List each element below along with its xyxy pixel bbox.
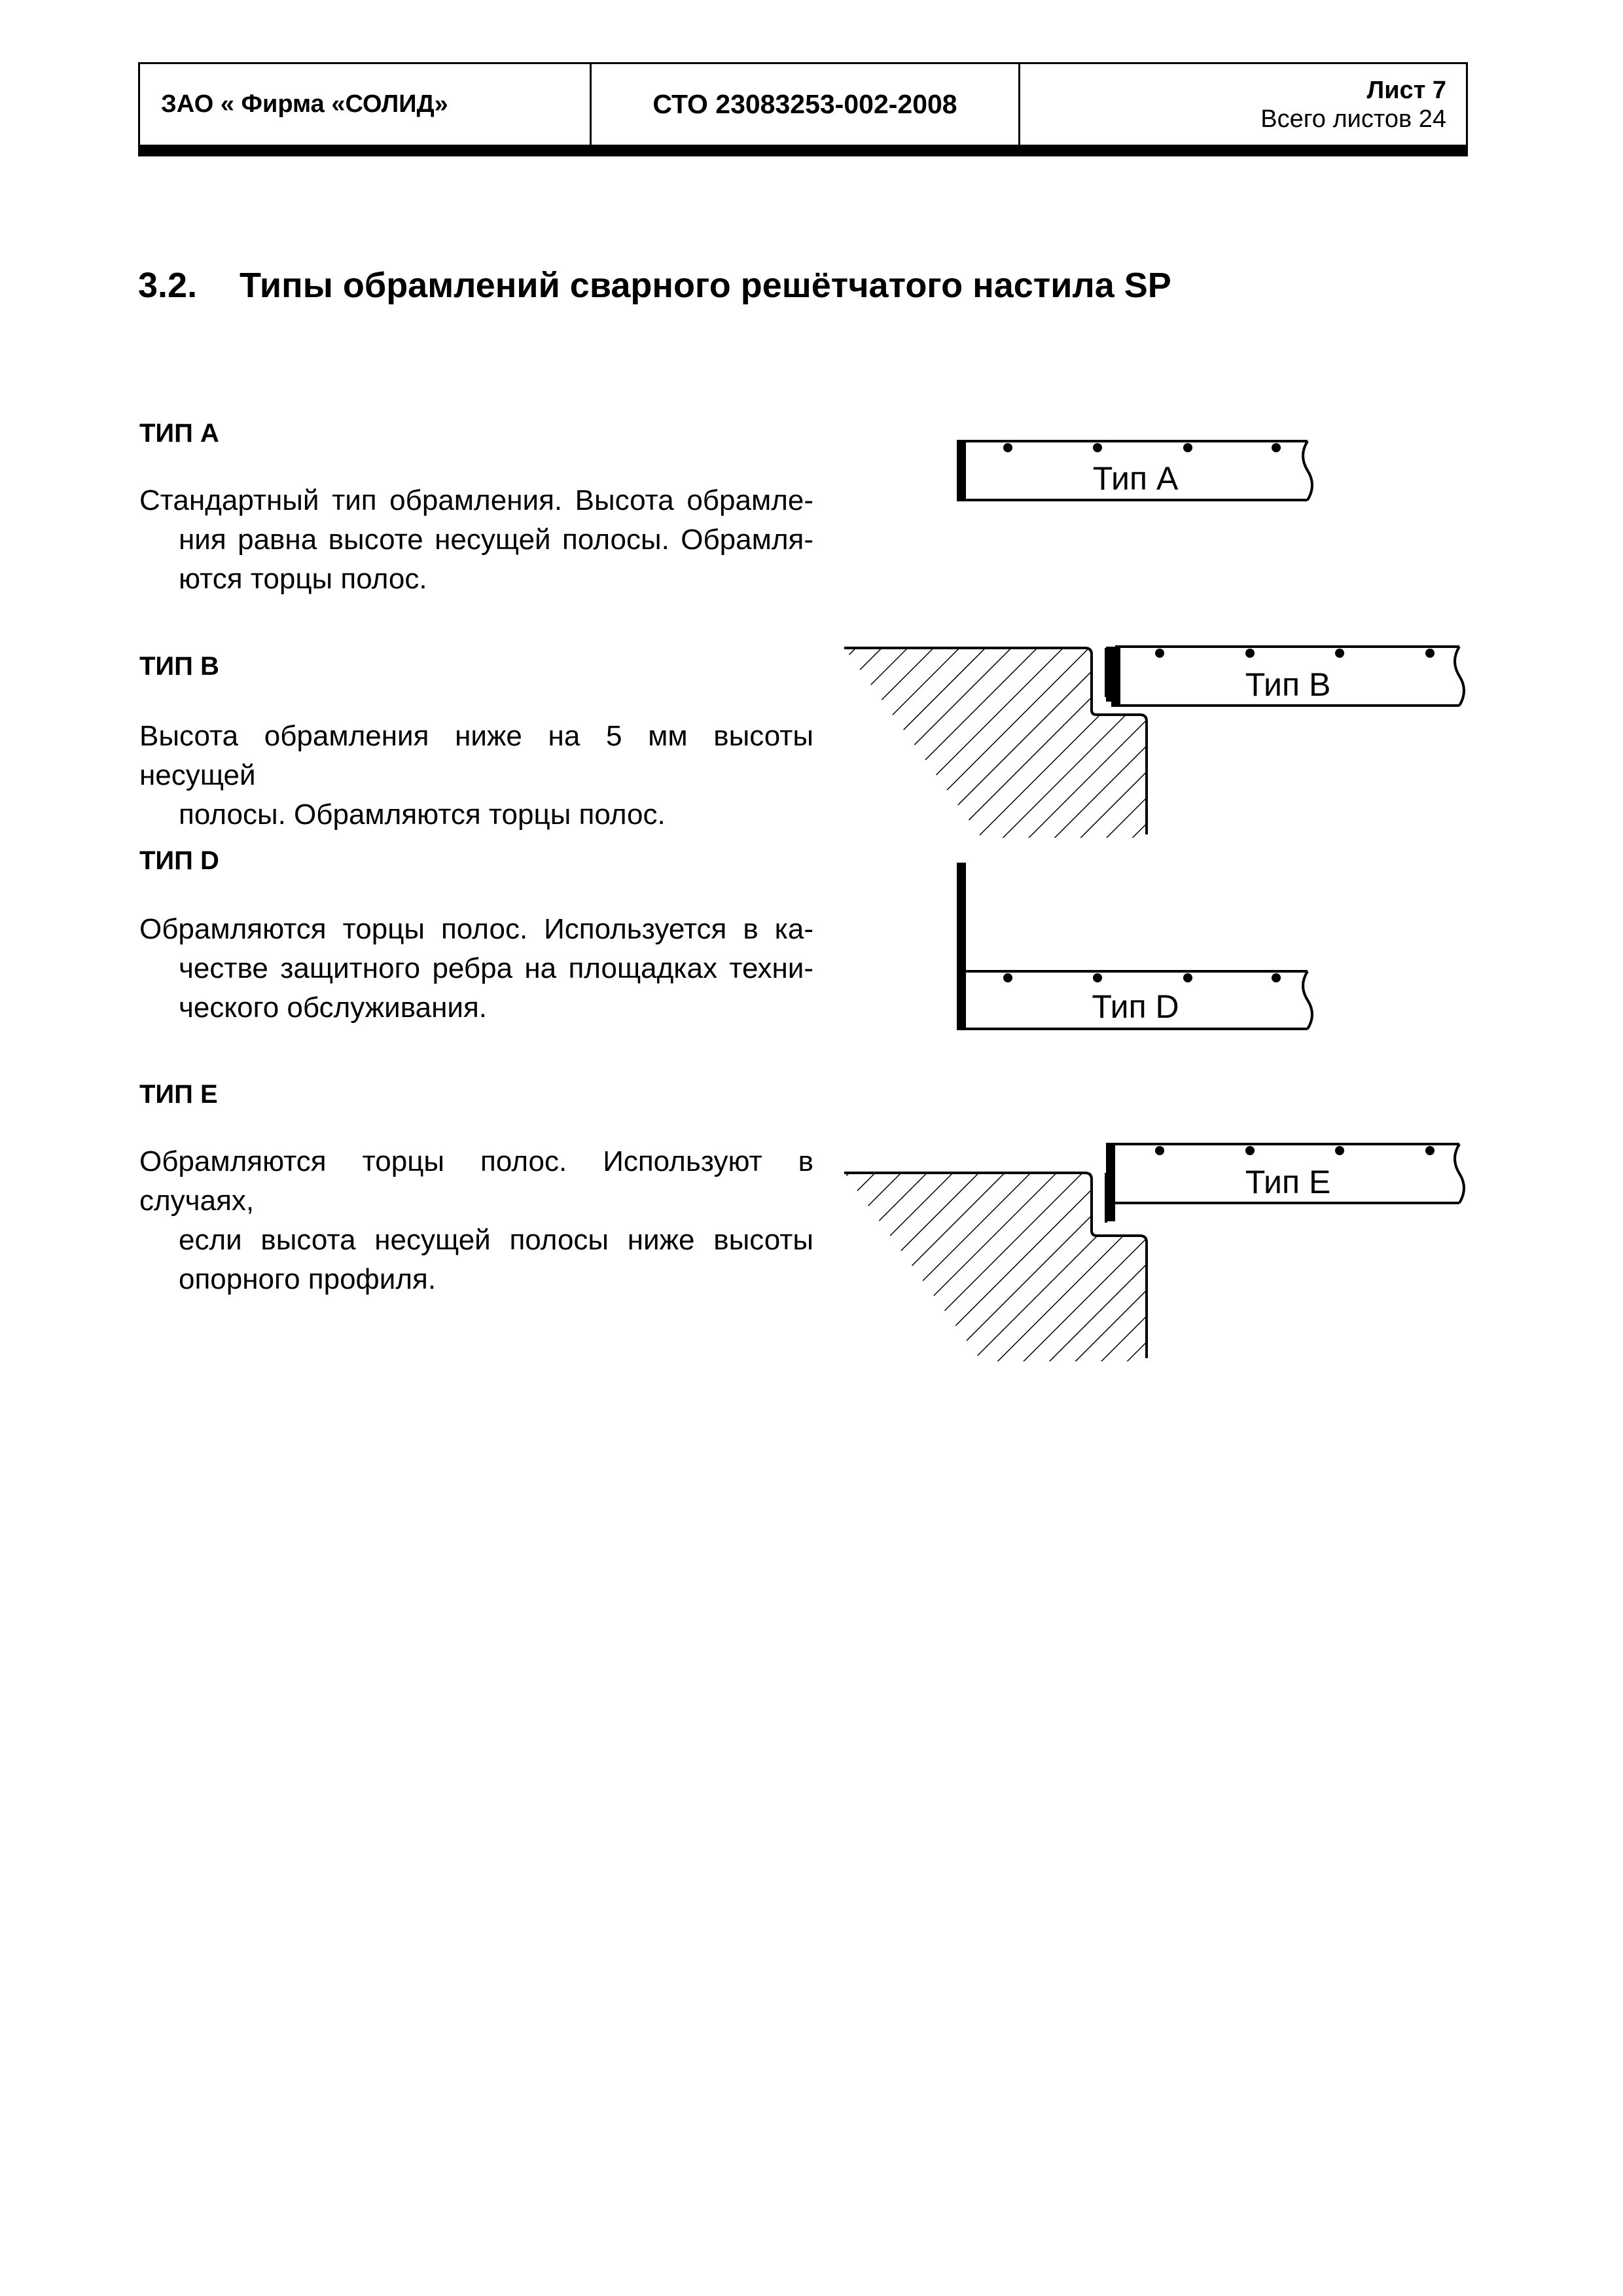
diagram-type-b: [844, 647, 1464, 838]
type-d-line-2: честве защитного ребра на площадках техни-: [179, 952, 813, 984]
type-b-line-2: полосы. Обрамляются торцы полос.: [179, 798, 666, 831]
diagram-type-e: [844, 1143, 1464, 1361]
type-e-line-3: опорного профиля.: [179, 1263, 437, 1295]
diagram-type-d-label: Тип D: [1092, 988, 1179, 1025]
type-d-line-1: Обрамляются торцы полос. Используется в ка-: [139, 913, 813, 945]
diagram-type-a: [957, 440, 1312, 501]
type-b-heading: ТИП В: [139, 652, 219, 681]
company-name: ЗАО « Фирма «СОЛИД»: [140, 64, 592, 145]
type-e-line-1: Обрамляются торцы полос. Используют в случаях,: [139, 1145, 813, 1217]
type-a-line-3: ются торцы полос.: [179, 563, 427, 595]
type-a-line-1: Стандартный тип обрамления. Высота обрамле-: [139, 484, 813, 516]
type-d-line-3: ческого обслуживания.: [179, 992, 488, 1024]
diagram-type-b-label: Тип В: [1245, 666, 1331, 703]
type-a-line-2: ния равна высоте несущей полосы. Обрамля-: [179, 524, 813, 556]
total-sheets: Всего листов 24: [1260, 105, 1446, 133]
section-number: 3.2.: [138, 266, 198, 305]
diagram-type-e-label: Тип Е: [1245, 1164, 1331, 1200]
sheet-number: Лист 7: [1366, 76, 1446, 104]
type-a-heading: ТИП А: [139, 419, 219, 448]
type-e-line-2: если высота несущей полосы ниже высоты: [179, 1224, 813, 1256]
diagram-type-a-label: Тип А: [1092, 460, 1179, 497]
section-title-text: Типы обрамлений сварного решётчатого настила SP: [240, 266, 1171, 305]
type-d-heading: ТИП D: [139, 846, 219, 875]
type-b-line-1: Высота обрамления ниже на 5 мм высоты несущей: [139, 720, 813, 791]
standard-number: СТО 23083253-002-2008: [592, 64, 1020, 145]
diagram-type-d: [957, 863, 1312, 1030]
type-e-heading: ТИП Е: [139, 1080, 218, 1109]
